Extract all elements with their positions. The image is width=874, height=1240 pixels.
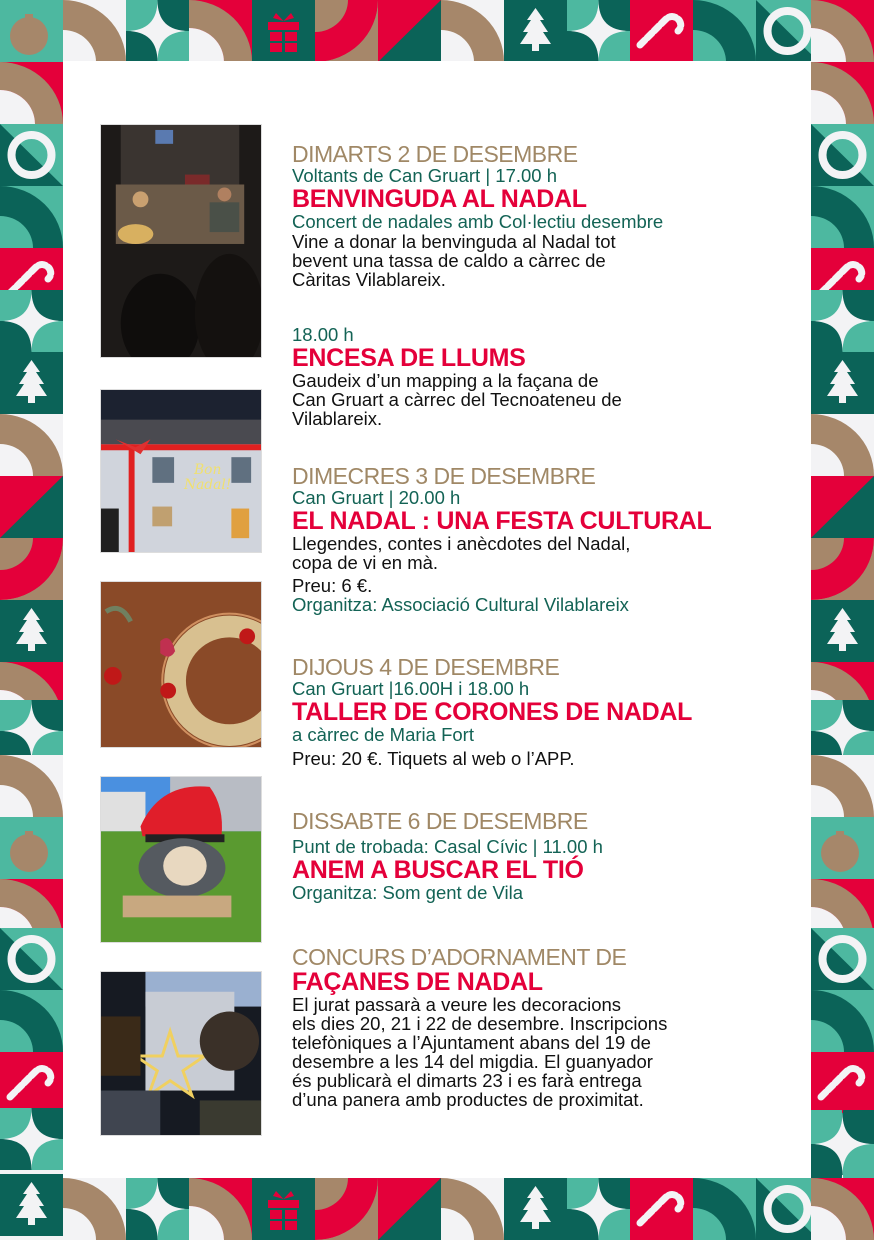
svg-text:Bon: Bon — [193, 461, 222, 478]
event-description-line: els dies 20, 21 i 22 de desembre. Inscripcions — [292, 1013, 668, 1034]
event-title: ENCESA DE LLUMS — [292, 344, 526, 372]
event-title: ANEM A BUSCAR EL TIÓ — [292, 856, 584, 884]
svg-text:Nadal!: Nadal! — [183, 476, 232, 493]
event-description-line: Gaudeix d’un mapping a la façana de — [292, 370, 599, 391]
event-taller-corones — [292, 655, 792, 768]
event-organizer: Organitza: Associació Cultural Vilablareix — [292, 594, 629, 615]
event-date: DISSABTE 6 DE DESEMBRE — [292, 808, 588, 834]
event-date: DIJOUS 4 DE DESEMBRE — [292, 654, 560, 680]
event-description-line: Vine a donar la benvinguda al Nadal tot — [292, 231, 616, 252]
event-description-line: Can Gruart a càrrec del Tecnoateneu de — [292, 389, 622, 410]
event-heading: CONCURS D’ADORNAMENT DE — [292, 944, 627, 970]
event-place-time: Punt de trobada: Casal Cívic | 11.00 h — [292, 836, 603, 857]
event-title: EL NADAL : UNA FESTA CULTURAL — [292, 507, 712, 535]
program-panel — [63, 61, 811, 1178]
event-festa-cultural — [292, 464, 792, 615]
event-organizer: Organitza: Som gent de Vila — [292, 882, 524, 903]
concert-photo-illustration — [101, 125, 261, 357]
event-description-line: d’una panera amb productes de proximitat. — [292, 1089, 644, 1110]
photo-concert — [100, 124, 262, 358]
event-description-line: Vilablareix. — [292, 408, 383, 429]
event-concurs-facanes — [292, 945, 792, 1109]
photo-lights-facade — [100, 971, 262, 1136]
event-description-line: bevent una tassa de caldo a càrrec de — [292, 250, 606, 271]
event-time: 18.00 h — [292, 324, 354, 345]
event-description-line: és publicarà el dimarts 23 i es farà entrega — [292, 1070, 642, 1091]
event-title: FAÇANES DE NADAL — [292, 968, 543, 996]
event-price: Preu: 6 €. — [292, 575, 373, 596]
event-description-line: Càritas Vilablareix. — [292, 269, 446, 290]
event-description-line: Llegendes, contes i anècdotes del Nadal, — [292, 533, 631, 554]
event-date: DIMARTS 2 DE DESEMBRE — [292, 141, 578, 167]
event-description-line: El jurat passarà a veure les decoracions — [292, 994, 622, 1015]
photo-tio — [100, 776, 262, 943]
event-title: TALLER DE CORONES DE NADAL — [292, 698, 693, 726]
event-benvinguda — [292, 142, 792, 289]
wreath-photo-illustration — [101, 582, 261, 747]
event-description-line: copa de vi en mà. — [292, 552, 439, 573]
event-buscar-tio — [292, 809, 792, 903]
event-subtitle: Concert de nadales amb Col·lectiu desembre — [292, 211, 664, 232]
event-title: BENVINGUDA AL NADAL — [292, 185, 587, 213]
event-place-time: Can Gruart |16.00H i 18.00 h — [292, 678, 530, 699]
photo-wreath — [100, 581, 262, 748]
tio-photo-illustration — [101, 777, 261, 942]
facade-photo-illustration — [101, 390, 261, 552]
event-description-line: telefòniques a l’Ajuntament abans del 19 de — [292, 1032, 651, 1053]
event-place-time: Can Gruart | 20.00 h — [292, 487, 461, 508]
event-subtitle: a càrrec de Maria Fort — [292, 724, 474, 745]
lights-photo-illustration — [101, 972, 261, 1135]
event-price: Preu: 20 €. Tiquets al web o l’APP. — [292, 748, 575, 769]
photo-facade-bon-nadal — [100, 389, 262, 553]
event-date: DIMECRES 3 DE DESEMBRE — [292, 463, 596, 489]
event-description-line: desembre a les 14 del migdia. El guanyador — [292, 1051, 653, 1072]
event-encesa-llums — [292, 325, 792, 428]
event-place-time: Voltants de Can Gruart | 17.00 h — [292, 165, 557, 186]
